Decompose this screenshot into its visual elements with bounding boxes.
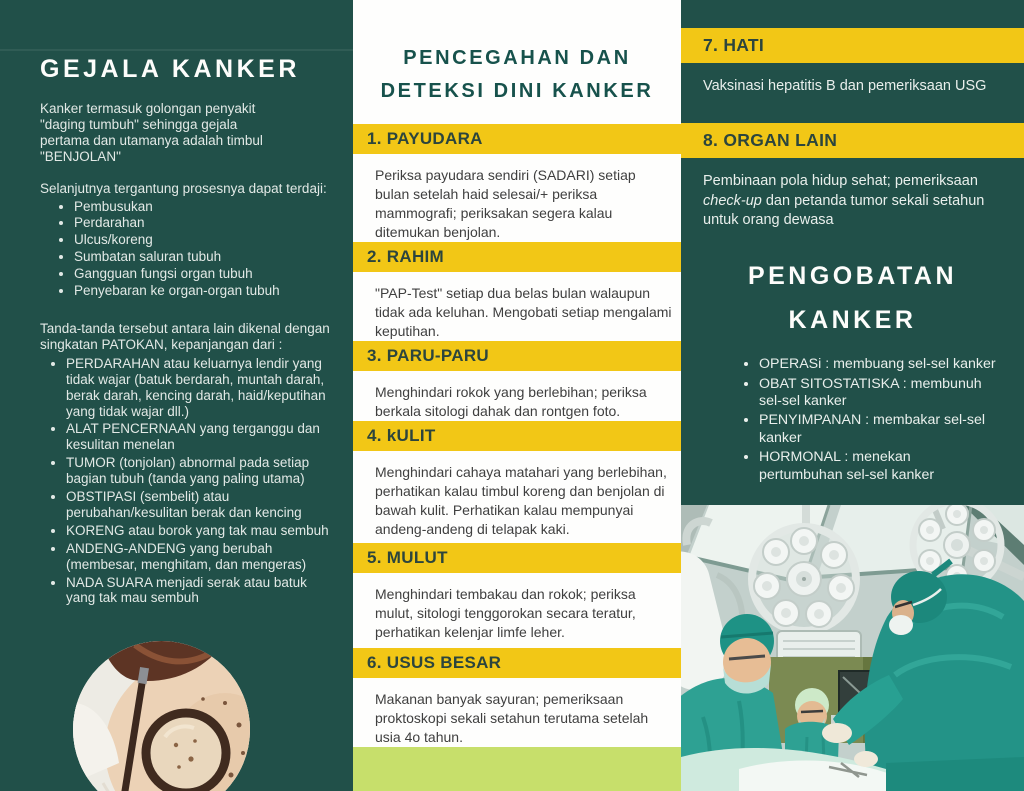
- prevention-title: [353, 42, 681, 108]
- fold-crease: [0, 49, 353, 51]
- treatment-title-line1: PENGOBATAN: [747, 262, 958, 291]
- organ-lain-checkup: check-up: [703, 192, 762, 209]
- list-item: • ANDENG-ANDENG yang berubah (membesar, menghitam, dan mengeras): [66, 541, 335, 573]
- list-item: • PERDARAHAN atau keluarnya lendir yang tidak wajar (batuk berdarah, muntah darah, berak darah, kencing darah, haid/keputihan yang tidak wajar dll.): [66, 356, 335, 420]
- section-heading-paru-paru: 3. PARU-PARU: [353, 341, 681, 371]
- list-item: • ALAT PENCERNAAN yang terganggu dan kesulitan menelan: [66, 421, 335, 453]
- section-heading-organ-lain: 8. ORGAN LAIN: [681, 123, 1024, 158]
- list-item: • NADA SUARA menjadi serak atau batuk yang tak mau sembuh: [66, 575, 335, 607]
- list-item: • Perdarahan: [74, 215, 320, 231]
- list-item: • TUMOR (tonjolan) abnormal pada setiap bagian tubuh (tanda yang paling utama): [66, 455, 335, 487]
- section-body-kulit: Menghindari cahaya matahari yang berlebihan, perhatikan kalau timbul koreng dan benjolan di bawah kulit. Perhatikan kalau mempunyai andeng-andeng di telapak kaki.: [375, 464, 667, 537]
- patokan-list: [40, 356, 335, 607]
- section-body-usus-besar: Makanan banyak sayuran; pemeriksaan proktoskopi sekali setahun terutama setelah usia 4o tahun.: [375, 691, 649, 745]
- list-item: • Ulcus/koreng: [74, 232, 320, 248]
- section-body-hati: Vaksinasi hepatitis B dan pemeriksaan USG: [703, 78, 987, 94]
- organ-lain-text: Pembinaan pola hidup sehat; pemeriksaan: [703, 173, 978, 190]
- skin-exam-photo: [73, 641, 250, 791]
- lime-strip: [353, 747, 681, 791]
- process-list: [40, 199, 320, 299]
- middle-panel: [353, 0, 681, 791]
- list-item: • KORENG atau borok yang tak mau sembuh: [66, 523, 335, 539]
- list-item: • Pembusukan: [74, 199, 320, 215]
- section-heading-payudara: 1. PAYUDARA: [353, 124, 681, 154]
- list-item: • Penyebaran ke organ-organ tubuh: [74, 283, 320, 299]
- patokan-intro: Tanda-tanda tersebut antara lain dikenal dengan singkatan PATOKAN, kepanjangan dari :: [40, 320, 330, 352]
- section-body-mulut: Menghindari tembakau dan rokok; periksa mulut, sitologi tenggorokan secara teratur, perhatikan kelenjar limfe leher.: [375, 586, 636, 640]
- section-heading-kulit: 4. kULIT: [353, 421, 681, 451]
- treatment-title: [681, 254, 1024, 342]
- list-item: • Gangguan fungsi organ tubuh: [74, 266, 320, 282]
- section-heading-mulut: 5. MULUT: [353, 543, 681, 573]
- section-heading-usus-besar: 6. USUS BESAR: [353, 648, 681, 678]
- list-item: • OPERASi : membuang sel-sel kanker: [759, 356, 998, 373]
- list-item: • Sumbatan saluran tubuh: [74, 249, 320, 265]
- section-body-paru-paru: Menghindari rokok yang berlebihan; periksa berkala sitologi dahak dan rontgen foto.: [375, 384, 647, 419]
- process-intro: Selanjutnya tergantung prosesnya dapat terdaji:: [40, 180, 327, 196]
- section-heading-hati: 7. HATI: [681, 28, 1024, 63]
- list-item: • OBAT SITOSTATISKA : membunuh sel-sel kanker: [759, 376, 998, 411]
- surgery-photo: [681, 505, 1024, 791]
- gejala-kanker-title: GEJALA KANKER: [40, 55, 300, 83]
- section-body-rahim: "PAP-Test" setiap dua belas bulan walaupun tidak ada keluhan. Mengobati setiap mengalami keputihan.: [375, 285, 672, 339]
- prevention-title-line2: DETEKSI DINI KANKER: [380, 80, 654, 102]
- list-item: • HORMONAL : menekan pertumbuhan sel-sel kanker: [759, 449, 998, 484]
- prevention-title-line1: PENCEGAHAN DAN: [403, 47, 631, 69]
- right-panel: [681, 0, 1024, 791]
- section-body-organ-lain: [703, 172, 1004, 230]
- treatment-title-line2: KANKER: [788, 306, 917, 335]
- list-item: • PENYIMPANAN : membakar sel-sel kanker: [759, 412, 998, 447]
- section-heading-rahim: 2. RAHIM: [353, 242, 681, 272]
- organ-lain-text: dan petanda tumor sekali setahun untuk orang dewasa: [703, 192, 985, 228]
- list-item: • OBSTIPASI (sembelit) atau perubahan/kesulitan berak dan kencing: [66, 489, 335, 521]
- intro-paragraph: Kanker termasuk golongan penyakit "daging tumbuh" sehingga gejala pertama dan utamanya adalah timbul "BENJOLAN": [40, 101, 263, 164]
- section-body-payudara: Periksa payudara sendiri (SADARI) setiap bulan setelah haid selesai/+ periksa mammografi; periksakan segera kalau ditemukan benjolan.: [375, 167, 636, 240]
- left-panel: [0, 0, 353, 791]
- treatment-list: [759, 356, 998, 484]
